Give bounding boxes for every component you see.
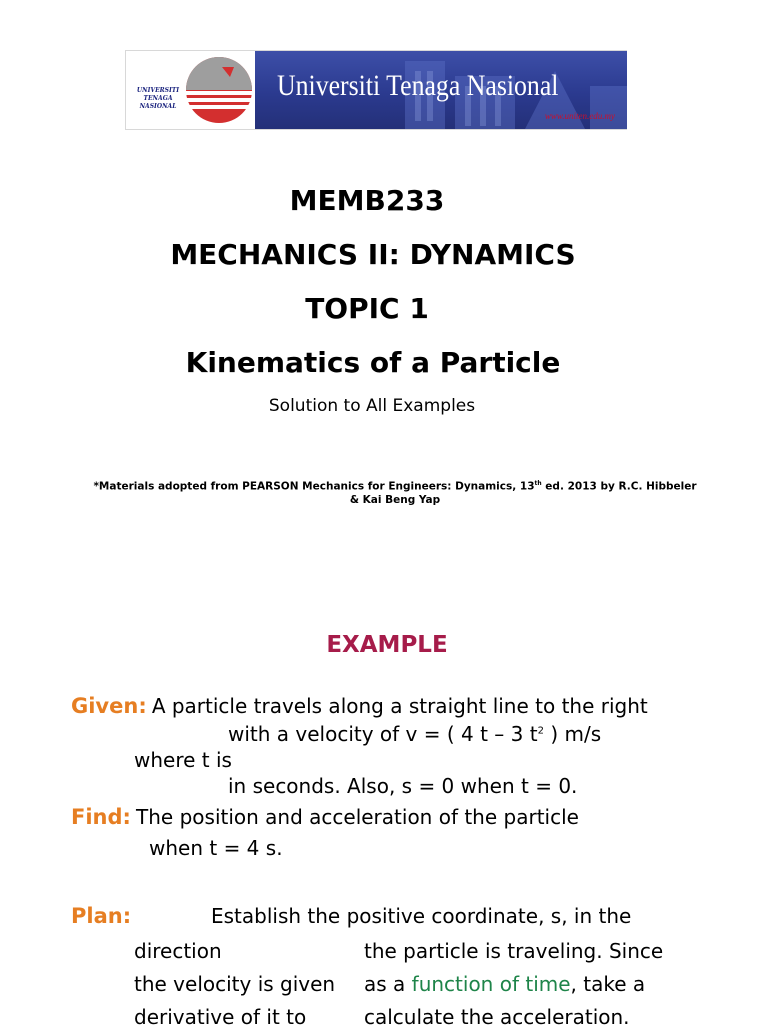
banner-title: Universiti Tenaga Nasional (277, 69, 559, 102)
subtitle: Solution to All Examples (268, 396, 476, 416)
find-line-1 (71, 805, 579, 829)
topic-title: Kinematics of a Particle (185, 346, 561, 379)
credit-part1: *Materials adopted from PEARSON Mechanics for Engineers: Dynamics, 13 (93, 480, 535, 493)
banner-url: www.uniten.edu.my (544, 111, 615, 121)
given-line-2 (228, 722, 601, 746)
given-text-2a: with a velocity of v = ( 4 t – 3 t (228, 722, 538, 746)
find-label: Find: (71, 805, 131, 829)
plan-text-2b: the particle is traveling. Since (364, 939, 664, 963)
uniten-emblem-icon (186, 53, 252, 127)
logo-text: UNIVERSITI TENAGA NASIONAL (136, 87, 180, 110)
plan-text-4a: derivative of it to (134, 1005, 307, 1029)
plan-text-3b (364, 972, 645, 996)
university-banner (125, 50, 627, 130)
find-text-1: The position and acceleration of the particle (136, 805, 579, 829)
plan-text-3a: the velocity is given (134, 972, 336, 996)
given-line-1 (71, 694, 648, 718)
credit-line2: & Kai Beng Yap (349, 493, 441, 506)
given-text-4: in seconds. Also, s = 0 when t = 0. (228, 774, 578, 798)
plan-label: Plan: (71, 904, 132, 928)
given-label: Given: (71, 694, 147, 718)
given-text-2-sup: 2 (537, 725, 544, 737)
course-code: MEMB233 (289, 184, 445, 217)
function-of-time-highlight: function of time (411, 972, 571, 996)
topic-number: TOPIC 1 (305, 292, 429, 325)
source-credit (70, 477, 720, 507)
find-text-2: when t = 4 s. (149, 836, 283, 860)
university-logo (126, 51, 254, 129)
given-text-3: where t is (134, 748, 232, 772)
example-heading: EXAMPLE (326, 632, 448, 658)
plan-text-2a: direction (134, 939, 222, 963)
plan-text-3b-post: , take a (570, 972, 646, 996)
banner-header (255, 51, 627, 129)
plan-text-4b: calculate the acceleration. (364, 1005, 630, 1029)
plan-text-1: Establish the positive coordinate, s, in the (211, 904, 632, 928)
plan-text-3b-pre: as a (364, 972, 412, 996)
course-name: MECHANICS II: DYNAMICS (170, 238, 576, 271)
given-text-1: A particle travels along a straight line to the right (151, 694, 648, 718)
credit-sup: th (534, 480, 542, 487)
given-text-2b: ) m/s (543, 722, 602, 746)
credit-part2: ed. 2013 by R.C. Hibbeler (541, 480, 697, 493)
